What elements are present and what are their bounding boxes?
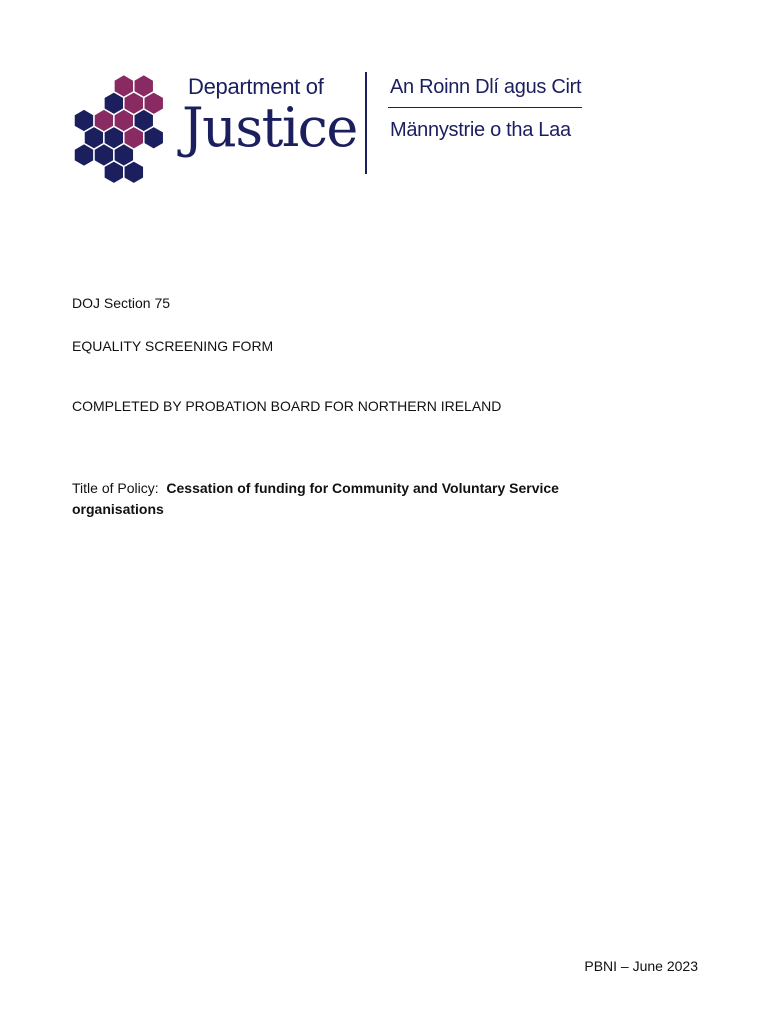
- logo-rule: [388, 107, 582, 108]
- department-of-justice-logo: [70, 70, 600, 194]
- section-heading: DOJ Section 75: [72, 295, 171, 311]
- policy-title: [72, 478, 632, 520]
- logo-justice: Justice: [182, 96, 357, 159]
- form-title: EQUALITY SCREENING FORM: [72, 338, 274, 354]
- logo-divider: [365, 72, 367, 174]
- completed-by: COMPLETED BY PROBATION BOARD FOR NORTHERN IRELAND: [72, 398, 502, 414]
- policy-title-label: Title of Policy:: [72, 480, 159, 496]
- logo-ulster-scots-name: Männystrie o tha Laa: [390, 119, 571, 141]
- logo-department-of: Department of: [188, 74, 324, 99]
- hexagon-emblem-icon: [70, 74, 170, 190]
- logo-irish-name: An Roinn Dlí agus Cirt: [390, 76, 582, 98]
- policy-title-value: Cessation of funding for Community and Voluntary Service organisations: [72, 480, 559, 517]
- footer-date: PBNI – June 2023: [584, 958, 698, 974]
